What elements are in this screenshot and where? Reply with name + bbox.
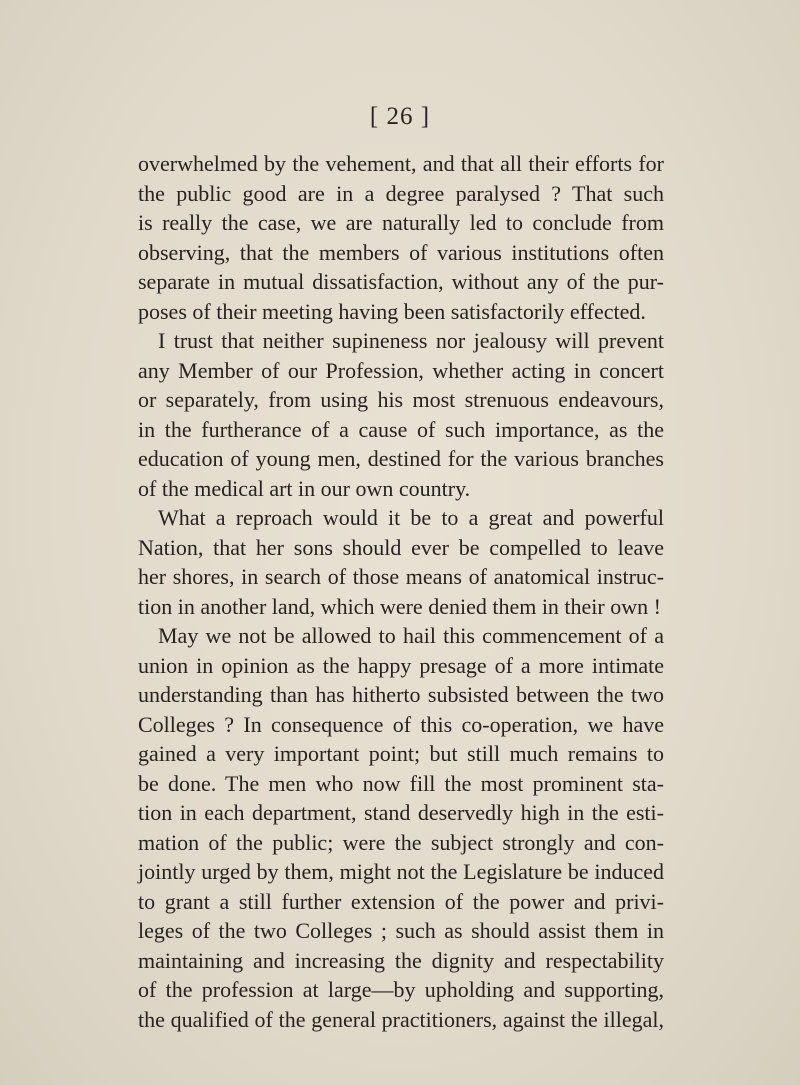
text-line: be done. The men who now fill the most prominent sta- [138, 770, 664, 796]
text-line: May we not be allowed to hail this commencement of a [158, 623, 664, 648]
text-line: the qualified of the general practitioners, against the illegal, [138, 1006, 664, 1032]
text-line: any Member of our Profession, whether acting in concert [138, 357, 664, 383]
text-line: poses of their meeting having been satisfactorily effected. [138, 298, 646, 324]
body-text [138, 149, 664, 1034]
text-line: in the furtherance of a cause of such importance, as the [138, 416, 664, 442]
text-line: jointly urged by them, might not the Legislature be induced [138, 859, 664, 884]
text-line: separate in mutual dissatisfaction, without any of the pur- [138, 269, 664, 294]
text-line: overwhelmed by the vehement, and that all their efforts for [138, 151, 664, 176]
text-line: her shores, in search of those means of anatomical instruc- [138, 564, 664, 589]
text-line: I trust that neither supineness nor jealousy will prevent [158, 328, 664, 353]
text-line: leges of the two Colleges ; such as should assist them in [138, 918, 664, 943]
text-line: What a reproach would it be to a great and powerful [158, 505, 664, 530]
text-line: the public good are in a degree paralysed ? That such [138, 180, 664, 206]
text-line: of the profession at large—by upholding and supporting, [138, 977, 664, 1002]
text-line: maintaining and increasing the dignity and respectability [138, 947, 664, 973]
page-number: [ 26 ] [369, 103, 431, 130]
text-line: of the medical art in our own country. [138, 475, 471, 501]
text-line: mation of the public; were the subject strongly and con- [138, 829, 664, 855]
text-line: to grant a still further extension of the power and privi- [138, 888, 664, 914]
text-line: Colleges ? In consequence of this co-operation, we have [138, 711, 664, 737]
text-line: gained a very important point; but still much remains to [138, 741, 664, 766]
text-line: tion in each department, stand deservedly high in the esti- [138, 800, 664, 825]
text-line: Nation, that her sons should ever be compelled to leave [138, 534, 664, 560]
text-line: union in opinion as the happy presage of a more intimate [138, 652, 664, 678]
text-line: education of young men, destined for the various branches [138, 446, 664, 471]
text-line: tion in another land, which were denied them in their own ! [138, 593, 661, 619]
text-line: observing, that the members of various institutions often [138, 239, 664, 265]
text-line: understanding than has hitherto subsisted between the two [138, 682, 664, 707]
text-line: is really the case, we are naturally led to conclude from [138, 210, 664, 235]
text-line: or separately, from using his most strenuous endeavours, [138, 387, 664, 412]
